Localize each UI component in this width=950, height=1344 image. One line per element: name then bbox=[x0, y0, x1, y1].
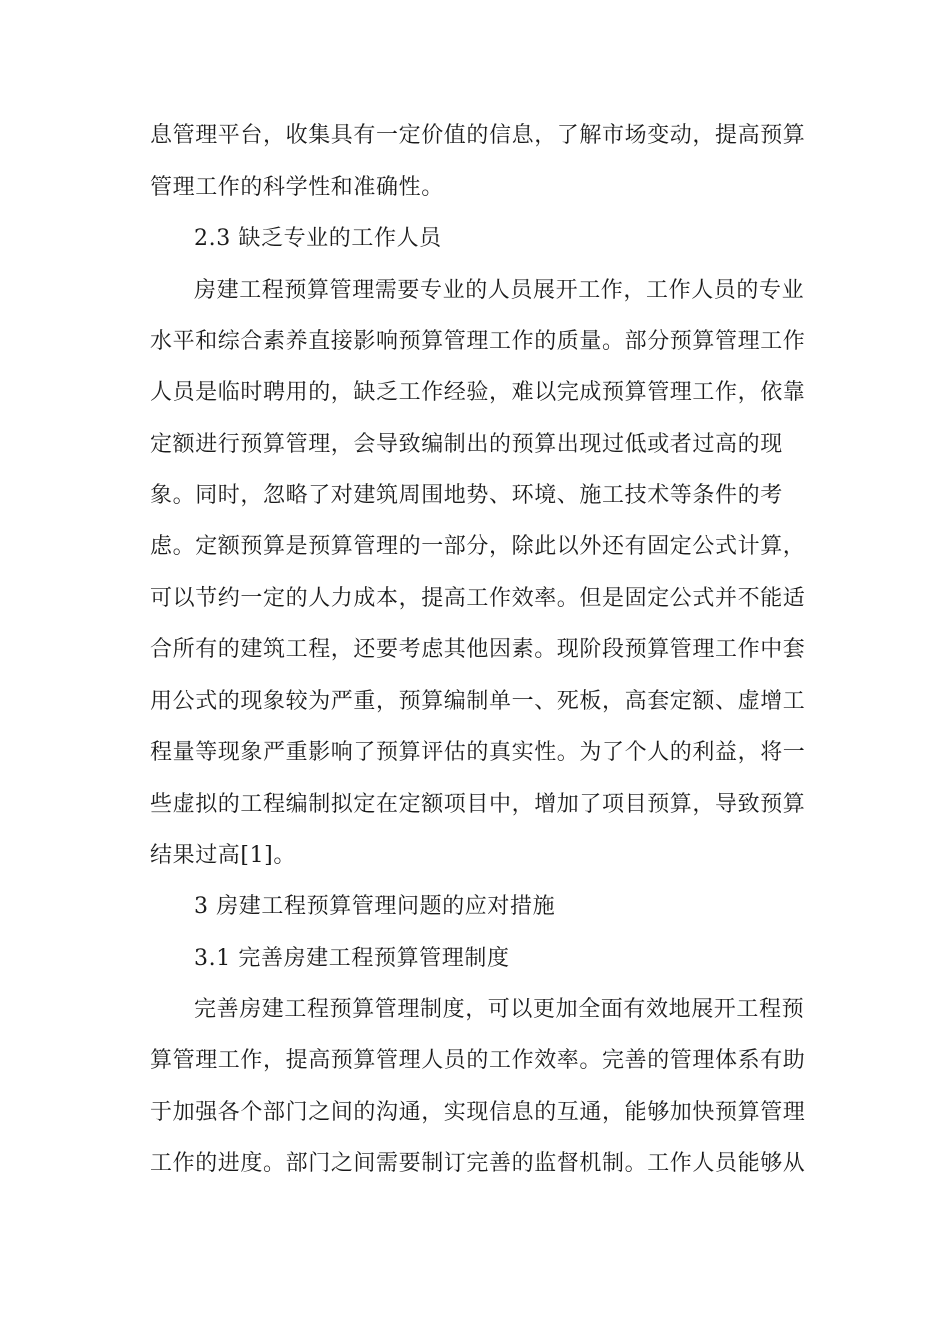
paragraph-line: 象。同时，忽略了对建筑周围地势、环境、施工技术等条件的考 bbox=[150, 483, 783, 508]
paragraph-line: 完善房建工程预算管理制度，可以更加全面有效地展开工程预 bbox=[194, 997, 805, 1022]
paragraph-line: 人员是临时聘用的，缺乏工作经验，难以完成预算管理工作，依靠 bbox=[150, 380, 806, 405]
paragraph-line: 定额进行预算管理，会导致编制出的预算出现过低或者过高的现 bbox=[150, 432, 783, 457]
paragraph-line: 水平和综合素养直接影响预算管理工作的质量。部分预算管理工作 bbox=[150, 329, 806, 354]
section-heading-3-1: 3.1 完善房建工程预算管理制度 bbox=[194, 946, 510, 971]
section-heading-2-3: 2.3 缺乏专业的工作人员 bbox=[194, 226, 442, 251]
paragraph-line: 于加强各个部门之间的沟通，实现信息的互通，能够加快预算管理 bbox=[150, 1100, 806, 1125]
paragraph-line: 工作的进度。部门之间需要制订完善的监督机制。工作人员能够从 bbox=[150, 1151, 806, 1176]
paragraph-line: 虑。定额预算是预算管理的一部分，除此以外还有固定公式计算， bbox=[150, 534, 806, 559]
paragraph-line: 息管理平台，收集具有一定价值的信息，了解市场变动，提高预算 bbox=[150, 123, 806, 148]
paragraph-line: 可以节约一定的人力成本，提高工作效率。但是固定公式并不能适 bbox=[150, 586, 806, 611]
paragraph-line: 用公式的现象较为严重，预算编制单一、死板，高套定额、虚增工 bbox=[150, 689, 806, 714]
paragraph-line: 房建工程预算管理需要专业的人员展开工作，工作人员的专业 bbox=[194, 278, 805, 303]
section-heading-3: 3 房建工程预算管理问题的应对措施 bbox=[194, 894, 556, 919]
paragraph-line: 程量等现象严重影响了预算评估的真实性。为了个人的利益，将一 bbox=[150, 740, 806, 765]
paragraph-line: 管理工作的科学性和准确性。 bbox=[150, 175, 444, 200]
paragraph-line: 合所有的建筑工程，还要考虑其他因素。现阶段预算管理工作中套 bbox=[150, 637, 806, 662]
paragraph-line: 算管理工作，提高预算管理人员的工作效率。完善的管理体系有助 bbox=[150, 1048, 806, 1073]
paragraph-line: 结果过高[1]。 bbox=[150, 843, 296, 868]
paragraph-line: 些虚拟的工程编制拟定在定额项目中，增加了项目预算，导致预算 bbox=[150, 792, 806, 817]
